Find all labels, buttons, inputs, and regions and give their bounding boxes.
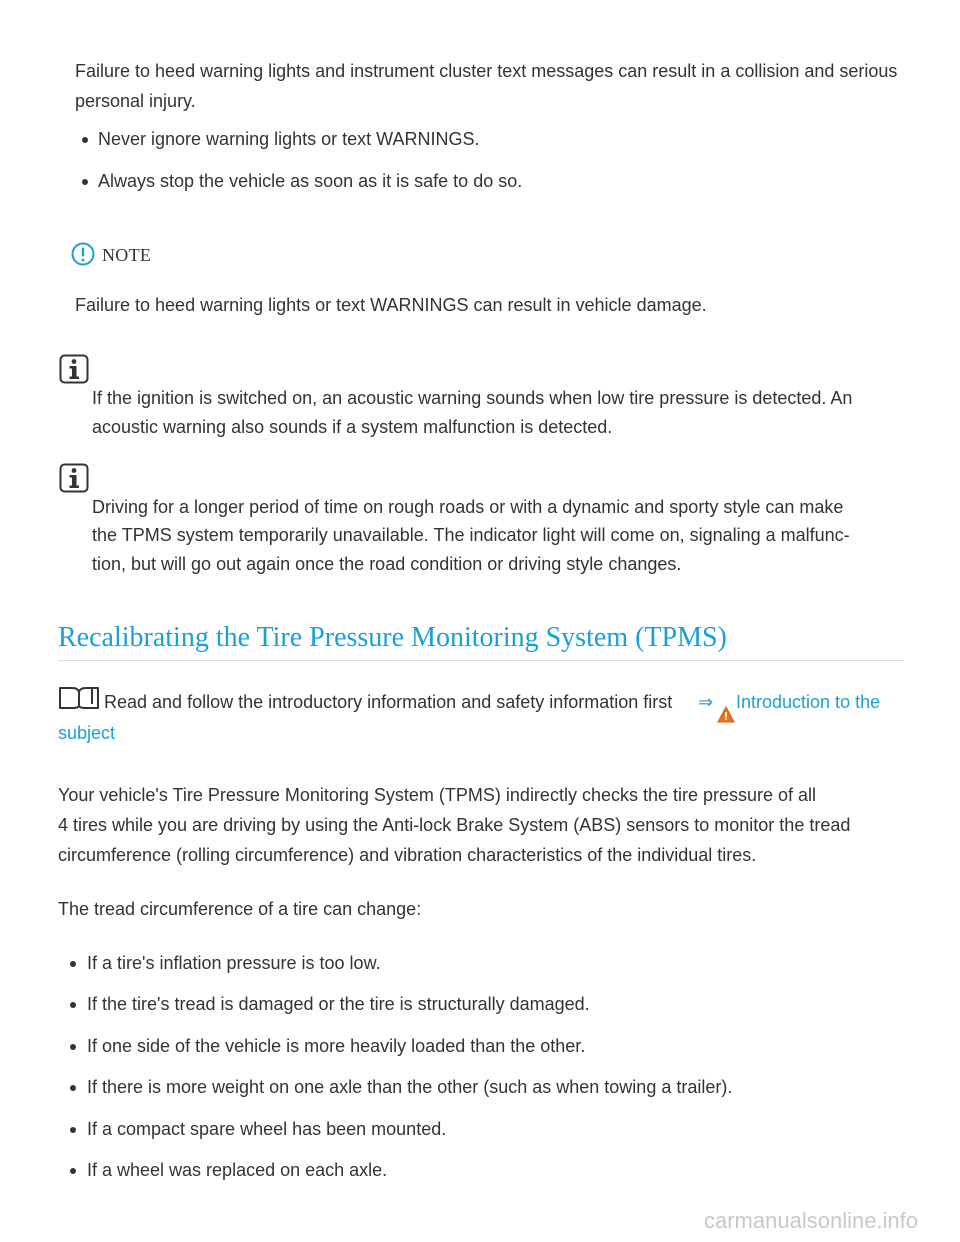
bullet-dot [70, 1168, 76, 1174]
info-text-line: the TPMS system temporarily unavailable. The indicator light will come on, signaling a malfunc- [92, 525, 850, 545]
info-text-line: Driving for a longer period of time on rough roads or with a dynamic and sporty style can make [92, 497, 844, 517]
list-item: If a tire's inflation pressure is too low. [87, 953, 381, 973]
note-paragraph: Failure to heed warning lights or text WARNINGS can result in vehicle damage. [75, 295, 707, 315]
heading-divider [58, 660, 904, 661]
info-text-line: If the ignition is switched on, an acoustic warning sounds when low tire pressure is detected. An [92, 388, 853, 408]
bullet-dot [70, 961, 76, 967]
body-text-line: Your vehicle's Tire Pressure Monitoring System (TPMS) indirectly checks the tire pressure of all [58, 785, 817, 805]
introduction-link[interactable]: Introduction to the [736, 692, 881, 712]
info-icon [59, 463, 89, 493]
body-text-line: circumference (rolling circumference) and vibration characteristics of the individual tires. [58, 845, 757, 865]
note-label: NOTE [102, 245, 152, 265]
body-text-line: 4 tires while you are driving by using the Anti-lock Brake System (ABS) sensors to monitor the tread [58, 815, 851, 835]
warning-bullet: Never ignore warning lights or text WARNINGS. [98, 129, 480, 149]
bullet-dot [70, 1002, 76, 1008]
bullet-dot [82, 179, 88, 185]
book-icon [58, 686, 100, 710]
exclamation-circle-icon [71, 242, 95, 266]
warning-paragraph: Failure to heed warning lights and instrument cluster text messages can result in a collision and serious personal injury. [75, 61, 898, 111]
info-icon [59, 354, 89, 384]
info-text-line: acoustic warning also sounds if a system malfunction is detected. [92, 417, 613, 437]
warning-bullet: Always stop the vehicle as soon as it is safe to do so. [98, 171, 523, 191]
bullet-dot [70, 1085, 76, 1091]
intro-text: Read and follow the introductory information and safety information first [104, 692, 673, 712]
bullet-dot [70, 1044, 76, 1050]
list-item: If one side of the vehicle is more heavily loaded than the other. [87, 1036, 586, 1056]
bullet-dot [82, 137, 88, 143]
list-item: If a wheel was replaced on each axle. [87, 1160, 388, 1180]
body-text-line: The tread circumference of a tire can change: [58, 899, 422, 919]
list-item: If there is more weight on one axle than the other (such as when towing a trailer). [87, 1077, 733, 1097]
watermark: carmanualsonline.info [704, 1208, 919, 1233]
list-item: If the tire's tread is damaged or the tire is structurally damaged. [87, 994, 590, 1014]
bullet-dot [70, 1127, 76, 1133]
section-heading: Recalibrating the Tire Pressure Monitoring System (TPMS) [58, 622, 727, 653]
list-item: If a compact spare wheel has been mounted. [87, 1119, 447, 1139]
introduction-link-continued[interactable]: subject [58, 723, 116, 743]
arrow-glyph: ⇒ [698, 692, 714, 712]
warning-triangle-icon [717, 706, 735, 723]
info-text-line: tion, but will go out again once the road condition or driving style changes. [92, 554, 682, 574]
